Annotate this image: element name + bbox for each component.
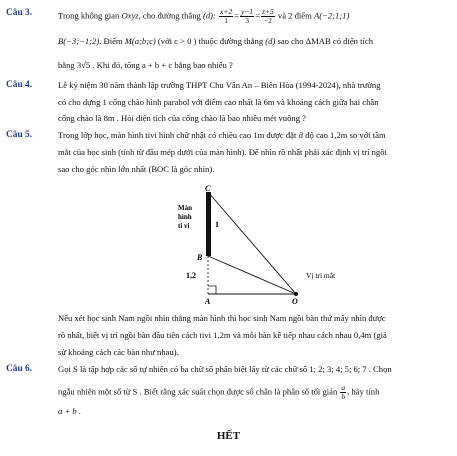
question-4-line-2: có cho dựng 1 cổng chào hình parabol với điểm cao nhất là 6m và khoảng cách giữa hai chân — [58, 97, 379, 107]
eye-point — [294, 292, 298, 296]
eye-position-label: Vị trí mắt — [306, 271, 336, 280]
question-5-line-3: sao cho góc nhìn lớn nhất (BOC là góc nhìn). — [58, 164, 215, 174]
question-3-label: Câu 3. — [6, 8, 33, 18]
end-marker: HẾT — [216, 430, 241, 442]
fraction-y: $\frac{y-1}{3}$ — [241, 7, 254, 25]
question-4-label: Câu 4. — [6, 80, 33, 90]
question-5-line-5: rõ nhất, biết vị trí ngồi bàn đầu tiên cách tivi 1,2m và mỗi bàn kế tiếp nhau cách nhau 0,4m (giả — [58, 330, 387, 340]
question-6-line-2: ngẫu nhiên một số từ S . Biết rằng xác suất chọn được số chẵn là phân số tối giản $\frac{a}{b}$ , hãy tính — [58, 383, 380, 401]
label-B: B — [197, 253, 203, 262]
tv-angle-figure — [170, 182, 360, 306]
label-A: A — [205, 297, 211, 306]
question-5-line-4: Nếu xét học sinh Nam ngồi nhìn thẳng màn hình thì học sinh Nam ngồi bàn thứ mấy nhìn được — [58, 313, 386, 323]
question-5-label: Câu 5. — [6, 130, 33, 140]
fraction-z: $\frac{z+5}{-2}$ — [262, 7, 274, 25]
right-angle-mark — [208, 286, 216, 294]
question-6-label: Câu 6. — [6, 364, 33, 374]
question-6-line-3: a + b . — [58, 406, 81, 416]
tv-screen — [206, 192, 211, 256]
label-C: C — [205, 184, 211, 193]
question-4-line-1: Lễ kỷ niệm 30 năm thành lập trường THPT Chu Văn An – Biên Hòa (1994-2024), nhà trường — [58, 80, 381, 90]
screen-label-line-1: Màn — [178, 204, 192, 212]
question-3-line-3: bằng 3√5 . Khi đó, tổng a + b + c bằng bao nhiêu ? — [58, 60, 233, 70]
question-3-line-2: B(−3;−1;2). Điểm M(a;b;c) (với c > 0 ) thuộc đường thẳng (d) sao cho ΔMAB có diện tích — [58, 36, 373, 46]
screen-label-line-2: hình — [178, 213, 192, 221]
question-5-line-6: sử khoảng cách các bàn như nhau). — [58, 347, 179, 357]
question-4-line-3: cổng chào là 8m . Hỏi diện tích của cổng chào là bao nhiêu mét vuông ? — [58, 113, 306, 123]
label-O: O — [292, 297, 298, 306]
fraction-x: $\frac{x+2}{1}$ — [220, 7, 233, 25]
question-3-line-1: Trong không gian Oxyz, cho đường thẳng (d): $\frac{x+2}{1}$ = $\frac{y-1}{3}$ = $\frac{z+5}{-2}$ và 2 điểm A(−2;1;1) — [58, 7, 350, 25]
fraction-a-b: $\frac{a}{b}$ — [341, 383, 346, 401]
question-5-line-2: mắt của học sinh (tính từ đầu mép dưới của màn hình). Để nhìn rõ nhất phải xác định vị trí ngồi — [58, 147, 387, 157]
question-5-line-1: Trong lớp học, màn hình tivi hình chữ nhật có chiều cao 1m được đặt ở độ cao 1,2m so với tầm — [58, 130, 386, 140]
question-6-line-1: Gọi S là tập hợp các số tự nhiên có ba chữ số phân biệt lấy từ các chữ số 1; 2; 3; 4; 5; 6; 7 . Chọn — [58, 364, 392, 374]
screen-height-value: 1 — [215, 220, 219, 229]
sight-line-OB — [208, 256, 296, 294]
eye-height-value: 1,2 — [186, 271, 196, 280]
sight-line-OC — [208, 192, 296, 294]
screen-label-line-3: ti vi — [178, 222, 190, 230]
